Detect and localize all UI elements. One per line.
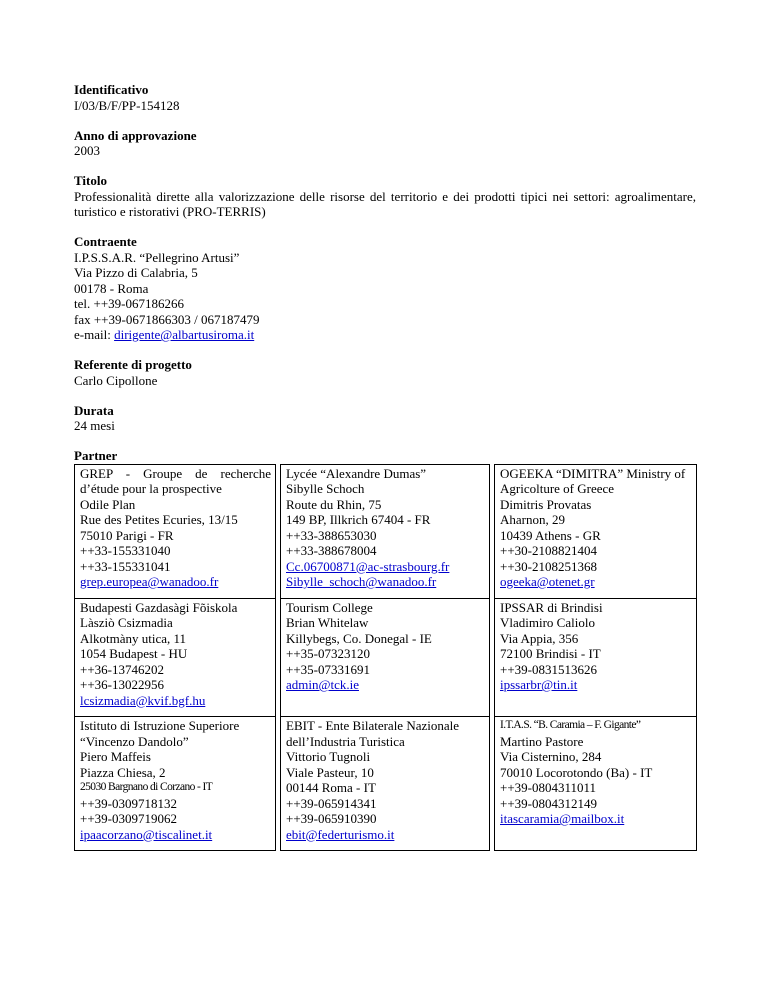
- partner-line: ++39-0309718132: [80, 795, 177, 811]
- contraente-line: Via Pizzo di Calabria, 5: [74, 265, 198, 280]
- partner-line: Dimitris Provatas: [500, 496, 592, 512]
- contraente-line: I.P.S.S.A.R. “Pellegrino Artusi”: [74, 249, 240, 265]
- table-row: [75, 464, 697, 598]
- contraente-line: tel. ++39-067186266: [74, 296, 184, 311]
- partner-line: ++33-388653030: [286, 527, 377, 543]
- partner-line: ++39-0831513626: [500, 661, 597, 677]
- identificativo-label: Identificativo: [74, 82, 149, 97]
- contraente-section: [74, 234, 696, 343]
- partner-email-link[interactable]: ipaacorzano@tiscalinet.it: [80, 826, 213, 842]
- partner-line: 10439 Athens - GR: [500, 527, 601, 543]
- email-prefix: e-mail:: [74, 327, 115, 342]
- contraente-line: fax ++39-0671866303 / 067187479: [74, 311, 260, 327]
- partner-email-link[interactable]: admin@tck.ie: [286, 677, 359, 692]
- document-page: [74, 82, 696, 851]
- referente-section: [74, 357, 696, 388]
- partner-line: Odile Plan: [80, 496, 136, 512]
- table-row: [75, 598, 697, 717]
- durata-value: 24 mesi: [74, 418, 115, 433]
- partner-cell: [495, 598, 697, 717]
- contraente-line: 00178 - Roma: [74, 280, 149, 296]
- anno-label: Anno di approvazione: [74, 127, 197, 143]
- titolo-section: [74, 173, 696, 220]
- table-row: [75, 717, 697, 851]
- partner-cell: [281, 717, 490, 851]
- partner-email-link[interactable]: ogeeka@otenet.gr: [500, 574, 595, 589]
- contraente-label: Contraente: [74, 234, 137, 249]
- partner-line: Alkotmàny utica, 11: [80, 630, 187, 646]
- partner-line: ++39-0804311011: [500, 780, 597, 795]
- partner-line: Via Appia, 356: [500, 630, 579, 646]
- partner-line: ++35-07323120: [286, 646, 370, 661]
- referente-value: Carlo Cipollone: [74, 372, 158, 388]
- partner-line: Vittorio Tugnoli: [286, 749, 371, 764]
- partner-line: Viale Pasteur, 10: [286, 764, 374, 780]
- partner-email-link[interactable]: Cc.06700871@ac-strasbourg.fr: [286, 558, 450, 574]
- partner-line: 1054 Budapest - HU: [80, 646, 188, 661]
- partner-line: ++33-388678004: [286, 543, 377, 558]
- partner-line: I.T.A.S. “B. Caramia – F. Gigante”: [500, 719, 641, 731]
- partner-cell: [281, 464, 490, 598]
- partner-line: GREP - Groupe de recherche d’étude pour la prospective: [80, 465, 271, 496]
- partner-line: Làsziò Csizmadia: [80, 615, 173, 630]
- partner-line: ++30-2108251368: [500, 558, 597, 574]
- identificativo-value: I/03/B/F/PP-154128: [74, 97, 180, 113]
- partner-line: ++36-13746202: [80, 661, 164, 677]
- titolo-label: Titolo: [74, 173, 107, 188]
- partner-cell: [495, 717, 697, 851]
- identificativo-section: [74, 82, 696, 113]
- partner-line: 25030 Bargnano di Corzano - IT: [80, 781, 213, 793]
- anno-value: 2003: [74, 143, 100, 158]
- referente-label: Referente di progetto: [74, 357, 192, 372]
- anno-section: [74, 128, 696, 159]
- partner-email-link[interactable]: Sibylle_schoch@wanadoo.fr: [286, 574, 437, 589]
- partner-line: 70010 Locorotondo (Ba) - IT: [500, 764, 653, 780]
- partner-line: Lycée “Alexandre Dumas”: [286, 465, 427, 481]
- partner-line: ++33-155331041: [80, 558, 171, 574]
- partner-line: ++30-2108821404: [500, 543, 597, 558]
- partner-line: Istituto di Istruzione Superiore: [80, 718, 240, 733]
- partner-email-link[interactable]: grep.europea@wanadoo.fr: [80, 574, 219, 589]
- titolo-value: Professionalità dirette alla valorizzazione delle risorse del territorio e dei prodotti tipici nei settori: agroalimentare, turistico e ristorativi (PRO-TERRIS): [74, 188, 696, 219]
- partner-line: Vladimiro Caliolo: [500, 615, 595, 630]
- contraente-email-line: [74, 327, 696, 343]
- partner-line: Rue des Petites Ecuries, 13/15: [80, 512, 238, 527]
- partner-label: Partner: [74, 448, 118, 463]
- partner-line: Via Cisternino, 284: [500, 749, 602, 764]
- partner-email-link[interactable]: ebit@federturismo.it: [286, 826, 395, 842]
- partner-line: Piero Maffeis: [80, 749, 151, 764]
- partner-line: 72100 Brindisi - IT: [500, 646, 601, 661]
- partner-line: IPSSAR di Brindisi: [500, 599, 603, 615]
- contraente-email-link[interactable]: dirigente@albartusiroma.it: [114, 327, 255, 342]
- partner-line: OGEEKA “DIMITRA” Ministry of Agricolture of Greece: [500, 465, 686, 496]
- partner-cell: [281, 598, 490, 717]
- partner-line: 00144 Roma - IT: [286, 780, 376, 795]
- partner-line: Route du Rhin, 75: [286, 496, 382, 512]
- partner-line: Martino Pastore: [500, 733, 584, 749]
- partner-line: ++36-13022956: [80, 677, 164, 692]
- partner-cell: [495, 464, 697, 598]
- partner-line: Piazza Chiesa, 2: [80, 764, 166, 780]
- partner-cell: [75, 464, 276, 598]
- partner-line: ++33-155331040: [80, 543, 171, 558]
- partner-line: “Vincenzo Dandolo”: [80, 733, 189, 749]
- partner-cell: [75, 598, 276, 717]
- partner-line: Tourism College: [286, 599, 373, 615]
- partner-line: Budapesti Gazdasàgi Fõiskola: [80, 599, 238, 615]
- partner-cell: [75, 717, 276, 851]
- partner-line: ++39-0804312149: [500, 795, 597, 811]
- partner-line: Aharnon, 29: [500, 512, 565, 527]
- partner-email-link[interactable]: itascaramia@mailbox.it: [500, 811, 625, 826]
- partner-line: Brian Whitelaw: [286, 615, 369, 630]
- partner-line: ++39-065910390: [286, 811, 377, 826]
- partner-email-link[interactable]: lcsizmadia@kvif.bgf.hu: [80, 692, 206, 708]
- durata-label: Durata: [74, 402, 114, 418]
- partner-email-link[interactable]: ipssarbr@tin.it: [500, 677, 578, 692]
- partner-line: EBIT - Ente Bilaterale Nazionale dell’Industria Turistica: [286, 718, 460, 749]
- durata-section: [74, 403, 696, 434]
- partner-line: Killybegs, Co. Donegal - IE: [286, 630, 432, 646]
- partner-line: ++39-0309719062: [80, 811, 177, 826]
- partner-section: [74, 448, 696, 851]
- partner-line: ++35-07331691: [286, 661, 370, 677]
- partner-table: [74, 464, 697, 852]
- partner-line: 149 BP, Illkrich 67404 - FR: [286, 512, 431, 527]
- partner-line: 75010 Parigi - FR: [80, 527, 174, 543]
- partner-line: ++39-065914341: [286, 795, 377, 811]
- partner-line: Sibylle Schoch: [286, 481, 365, 496]
